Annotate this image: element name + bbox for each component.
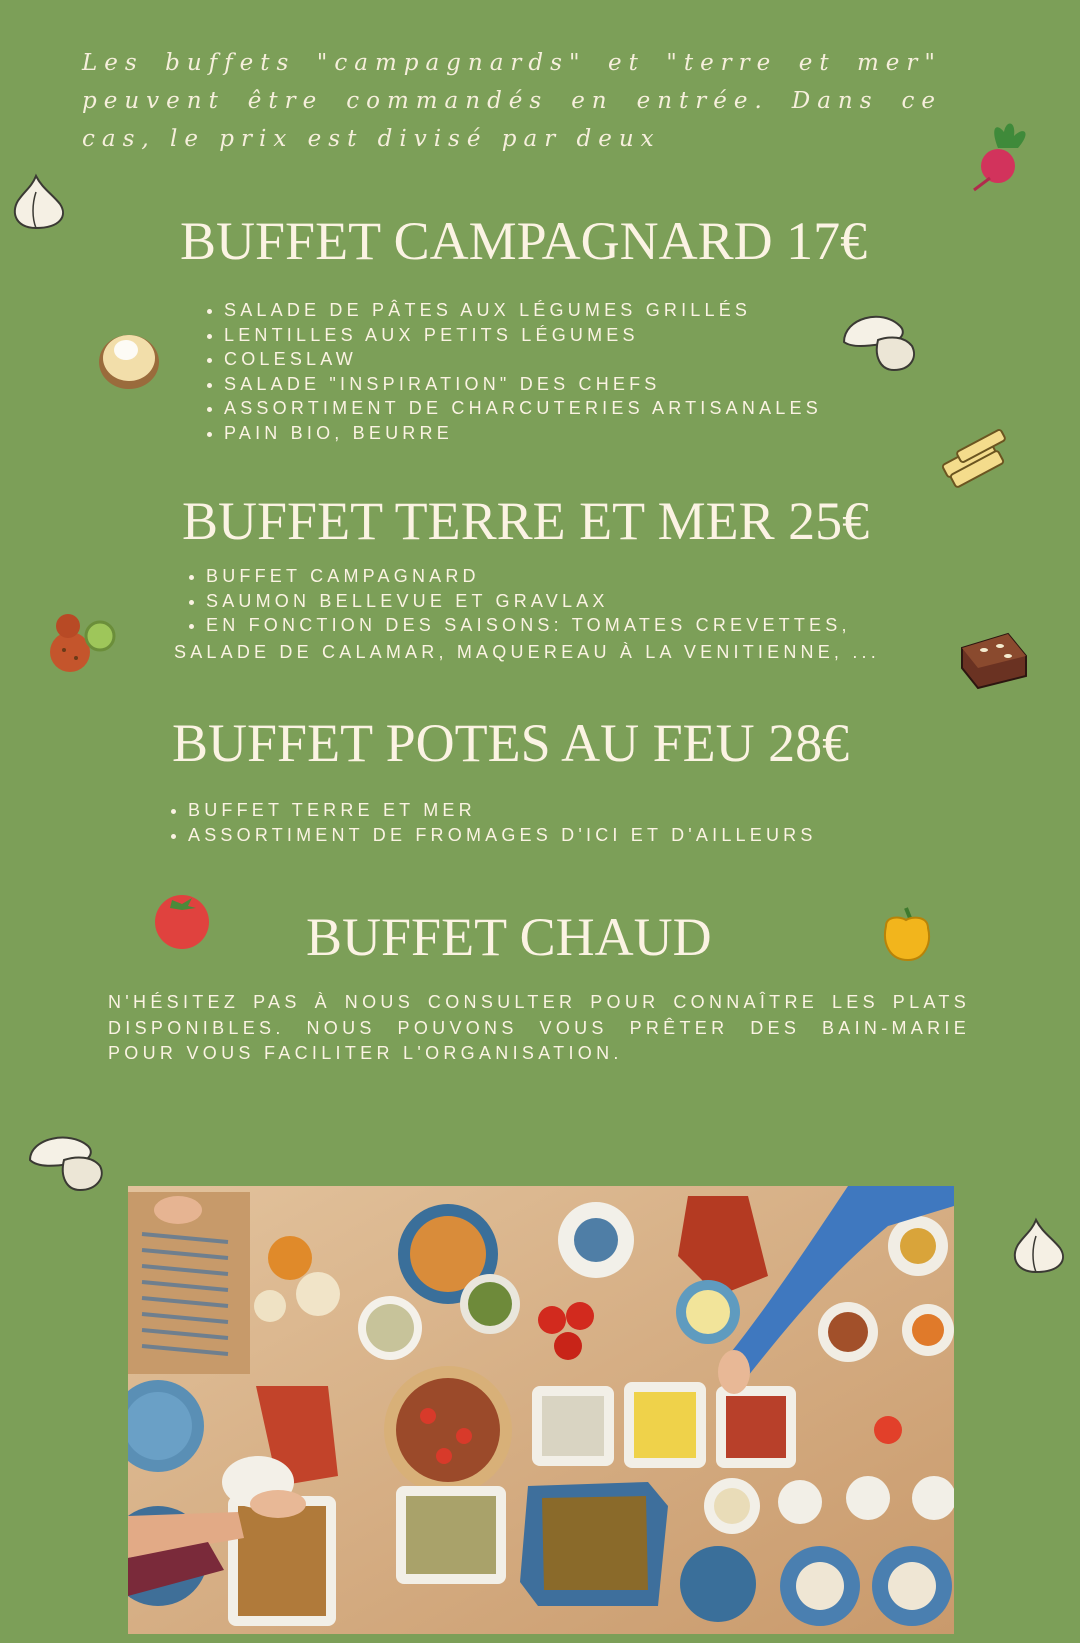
list-item: • ASSORTIMENT DE FROMAGES D'ICI ET D'AILLEURS	[188, 823, 817, 848]
bun-icon	[96, 326, 162, 392]
list-item: • PAIN BIO, BEURRE	[224, 421, 822, 446]
radish-icon	[968, 118, 1038, 194]
list-item: • COLESLAW	[224, 347, 822, 372]
campagnard-list	[202, 298, 822, 445]
intro-text: Les buffets "campagnards" et "terre et mer" peuvent être commandés en entrée. Dans ce cas, le prix est divisé par deux	[82, 50, 942, 152]
mushroom-icon-2	[26, 1130, 110, 1194]
buffet-photo	[128, 1186, 954, 1634]
mushroom-icon	[838, 306, 922, 376]
chaud-title: BUFFET CHAUD	[306, 907, 712, 967]
list-item: • SALADE "INSPIRATION" DES CHEFS	[224, 372, 822, 397]
potes-title: BUFFET POTES AU FEU 28€	[172, 713, 850, 773]
cake-icon	[956, 626, 1030, 692]
garlic-icon-2	[1006, 1216, 1070, 1278]
list-item: • SAUMON BELLEVUE ET GRAVLAX	[206, 589, 851, 614]
terre-mer-list	[184, 564, 851, 638]
list-item: • BUFFET CAMPAGNARD	[206, 564, 851, 589]
list-item: • BUFFET TERRE ET MER	[188, 798, 817, 823]
chaud-text: N'HÉSITEZ PAS À NOUS CONSULTER POUR CONNAÎTRE LES PLATS DISPONIBLES. NOUS POUVONS VOUS PRÊTER DES BAIN-MARIE POUR VOUS FACILITER L'ORGANISATION.	[108, 992, 970, 1063]
list-item: • SALADE DE PÂTES AUX LÉGUMES GRILLÉS	[224, 298, 822, 323]
terre-mer-title: BUFFET TERRE ET MER 25€	[182, 491, 870, 551]
list-item: • EN FONCTION DES SAISONS: TOMATES CREVETTES,	[206, 613, 851, 638]
list-item: • ASSORTIMENT DE CHARCUTERIES ARTISANALES	[224, 396, 822, 421]
campagnard-title: BUFFET CAMPAGNARD 17€	[180, 211, 868, 271]
falafel-icon	[48, 612, 120, 676]
penne-icon	[936, 422, 1014, 488]
list-item: • LENTILLES AUX PETITS LÉGUMES	[224, 323, 822, 348]
terre-mer-continuation: SALADE DE CALAMAR, MAQUEREAU À LA VENITIENNE, ...	[174, 642, 880, 662]
potes-list	[166, 798, 817, 847]
